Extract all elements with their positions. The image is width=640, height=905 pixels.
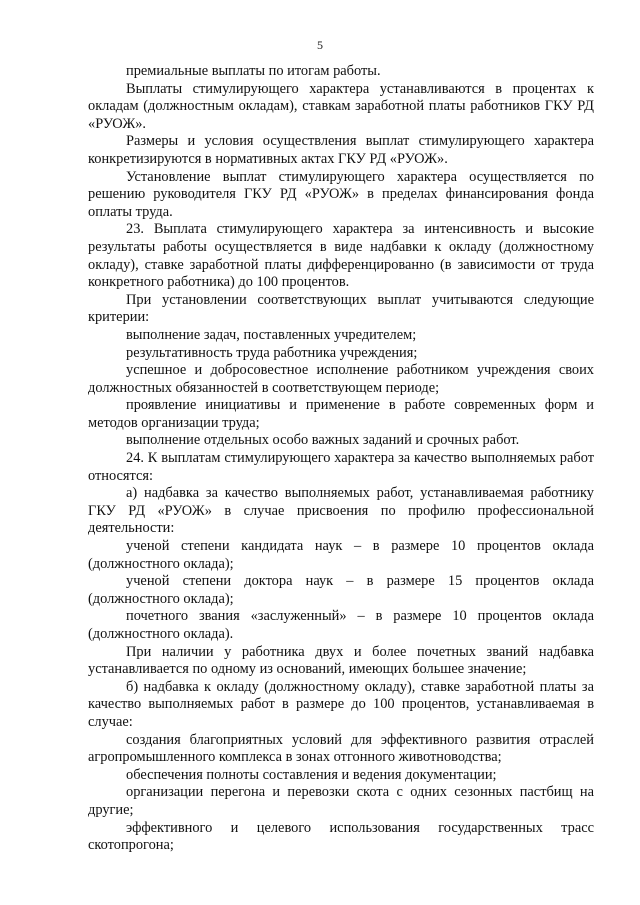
- paragraph-criterion-5: выполнение отдельных особо важных заданий и срочных работ.: [126, 432, 520, 449]
- paragraph-premium-payments: премиальные выплаты по итогам работы.: [126, 63, 381, 79]
- paragraph-item-24b: б) надбавка к окладу (должностному окладу), ставке заработной платы за качество выполняемых работ в размере до 100 процентов, устанавливаемая в случае:: [88, 678, 594, 730]
- paragraph-incentive-conditions: Размеры и условия осуществления выплат стимулирующего характера конкретизируются в нормативных актах ГКУ РД «РУОЖ».: [88, 133, 594, 167]
- paragraph-criterion-3: успешное и добросовестное исполнение работником учреждения своих должностных обязанностей в соответствующем периоде;: [88, 362, 594, 396]
- paragraph-candidate-degree: ученой степени кандидата наук – в размере 10 процентов оклада (должностного оклада);: [88, 538, 594, 572]
- paragraph-criterion-2: результативность труда работника учреждения;: [126, 344, 418, 361]
- paragraph-condition-1: создания благоприятных условий для эффективного развития отраслей агропромышленного комплекса в зонах отгонного животноводства;: [88, 731, 594, 766]
- paragraph-item-24a: а) надбавка за качество выполняемых работ, устанавливаемая работнику ГКУ РД «РУОЖ» в случае присвоения по профилю профессиональной деятельности:: [88, 485, 594, 537]
- paragraph-doctor-degree: ученой степени доктора наук – в размере 15 процентов оклада (должностного оклада);: [88, 573, 594, 607]
- paragraph-criterion-1: выполнение задач, поставленных учредителем;: [126, 326, 417, 343]
- paragraph-item-23: 23. Выплата стимулирующего характера за интенсивность и высокие результаты работы осуществляется в виде надбавки к окладу (должностному окладу), ставке заработной платы дифференцированно (в зависимости от труда конкретного работника) до 100 процентов.: [88, 221, 594, 291]
- paragraph-condition-4: эффективного и целевого использования государственных трасс скотопрогона;: [88, 819, 594, 854]
- paragraph-criterion-4: проявление инициативы и применение в работе современных форм и методов организации труда;: [88, 397, 594, 431]
- paragraph-incentive-percent: Выплаты стимулирующего характера устанавливаются в процентах к окладам (должностным окладам), ставкам заработной платы работников ГКУ РД «РУОЖ».: [88, 80, 594, 132]
- paragraph-criteria-intro: При установлении соответствующих выплат учитываются следующие критерии:: [88, 291, 594, 326]
- paragraph-condition-2: обеспечения полноты составления и ведения документации;: [126, 766, 497, 783]
- document-body: [88, 63, 594, 855]
- page-number: 5: [317, 38, 323, 52]
- paragraph-item-24: 24. К выплатам стимулирующего характера за качество выполняемых работ относятся:: [88, 450, 594, 484]
- paragraph-incentive-decision: Установление выплат стимулирующего характера осуществляется по решению руководителя ГКУ РД «РУОЖ» в пределах финансирования фонда оплаты труда.: [88, 168, 594, 220]
- paragraph-condition-3: организации перегона и перевозки скота с одних сезонных пастбищ на другие;: [88, 784, 594, 818]
- paragraph-honorary-title: почетного звания «заслуженный» – в размере 10 процентов оклада (должностного оклада).: [88, 608, 594, 642]
- paragraph-multiple-titles: При наличии у работника двух и более почетных званий надбавка устанавливается по одному из оснований, имеющих большее значение;: [88, 643, 594, 678]
